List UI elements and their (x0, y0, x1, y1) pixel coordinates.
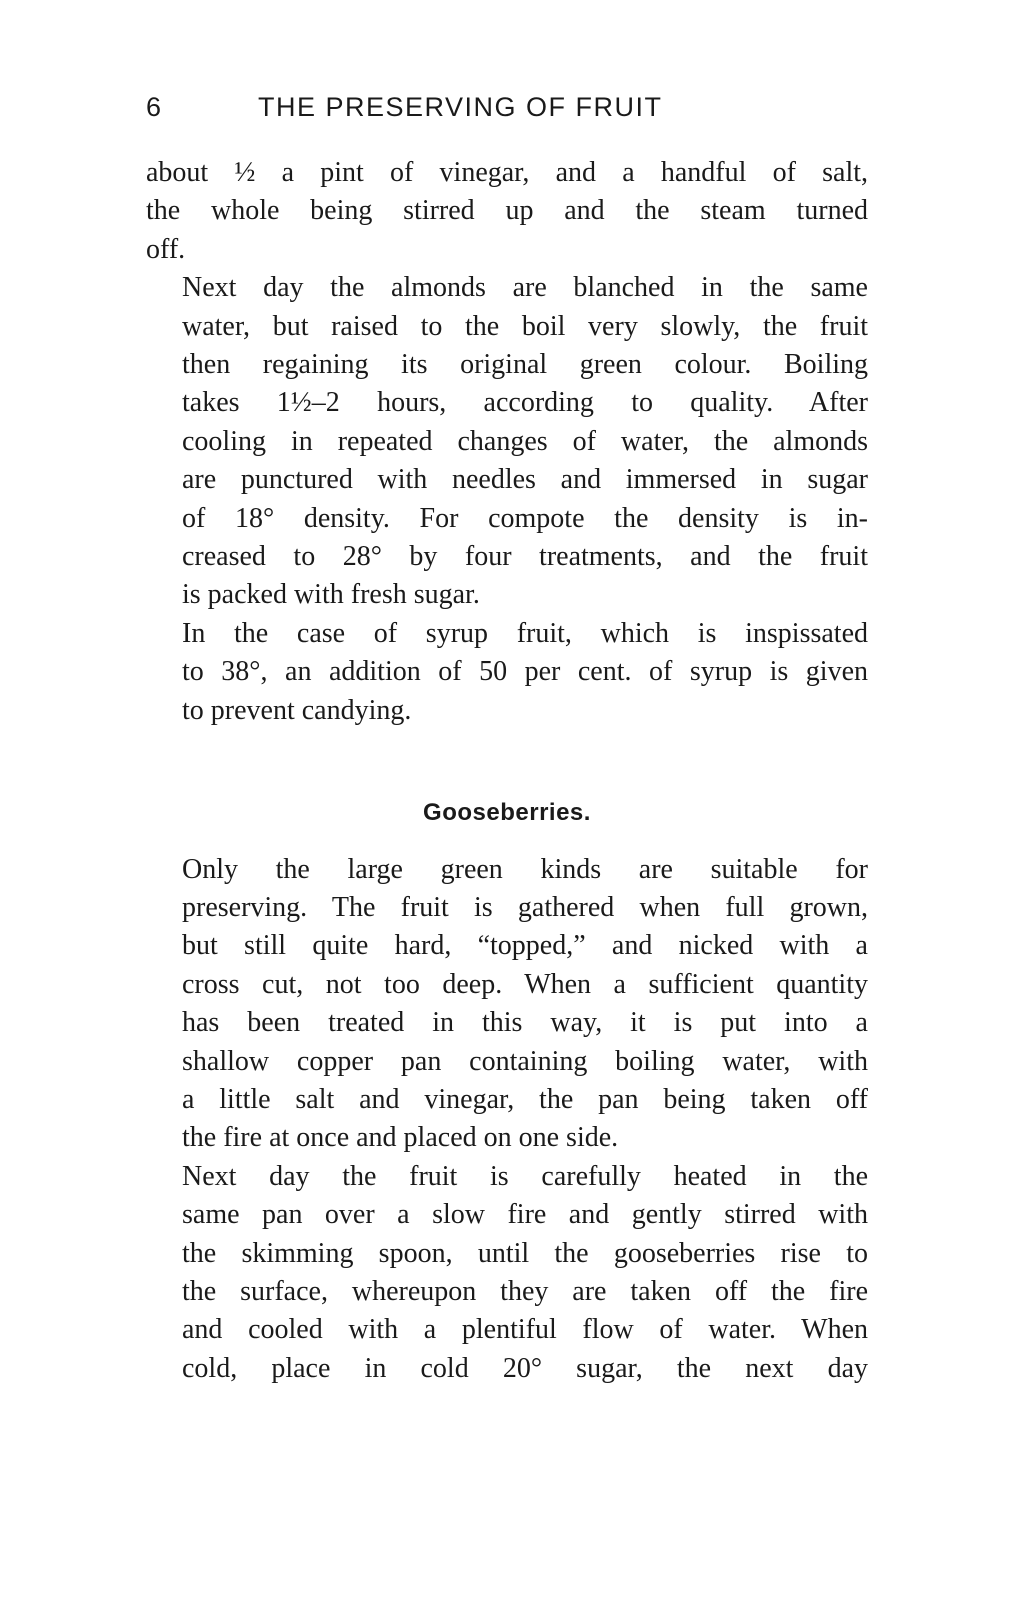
text-line: In the case of syrup fruit, which is inspissated (182, 617, 868, 649)
text-line: the fire at once and placed on one side. (182, 1122, 619, 1154)
text-line: cross cut, not too deep. When a sufficient quantity (182, 968, 868, 1000)
text-line: cold, place in cold 20° sugar, the next day (182, 1352, 868, 1384)
text-line: takes 1½–2 hours, according to quality. After (182, 387, 868, 419)
text-line: off. (146, 233, 186, 265)
text-line: then regaining its original green colour. Boiling (182, 349, 868, 381)
text-line: of 18° density. For compote the density is in- (182, 502, 868, 534)
running-head (146, 88, 868, 132)
page-number: 6 (146, 92, 163, 122)
text-line: but still quite hard, “topped,” and nicked with a (182, 930, 868, 962)
text-line: the whole being stirred up and the steam turned (146, 195, 868, 227)
paragraph-continuation (146, 154, 868, 269)
paragraph-syrup-fruit (146, 615, 868, 730)
text-line: and cooled with a plentiful flow of water. When (182, 1314, 868, 1346)
text-line: a little salt and vinegar, the pan being taken off (182, 1083, 868, 1115)
text-line: has been treated in this way, it is put into a (182, 1007, 868, 1039)
text-line: creased to 28° by four treatments, and the fruit (182, 541, 868, 573)
text-line: Next day the almonds are blanched in the same (182, 272, 868, 304)
text-line: are punctured with needles and immersed in sugar (182, 464, 868, 496)
text-line: to 38°, an addition of 50 per cent. of syrup is given (182, 656, 868, 688)
paragraph-almonds-blanching (146, 269, 868, 615)
text-line: Next day the fruit is carefully heated in the (182, 1160, 868, 1192)
text-line: cooling in repeated changes of water, the almonds (182, 425, 868, 457)
paragraph-gooseberries-heating (146, 1158, 868, 1388)
text-line: to prevent candying. (182, 694, 412, 726)
text-line: shallow copper pan containing boiling water, with (182, 1045, 868, 1077)
text-line: about ½ a pint of vinegar, and a handful of salt, (146, 157, 868, 188)
paragraph-gooseberries-selection (146, 851, 868, 1158)
section-heading: Gooseberries. (423, 799, 591, 827)
text-line: is packed with fresh sugar. (182, 579, 480, 611)
book-page (146, 88, 868, 1388)
text-line: same pan over a slow fire and gently stirred with (182, 1199, 868, 1231)
text-line: water, but raised to the boil very slowly, the fruit (182, 310, 868, 342)
text-line: the surface, whereupon they are taken off the fire (182, 1275, 868, 1307)
running-title: THE PRESERVING OF FRUIT (258, 92, 663, 122)
text-line: the skimming spoon, until the gooseberries rise to (182, 1237, 868, 1269)
body-text (146, 154, 868, 1388)
text-line: Only the large green kinds are suitable for (182, 853, 868, 885)
text-line: preserving. The fruit is gathered when full grown, (182, 891, 868, 923)
